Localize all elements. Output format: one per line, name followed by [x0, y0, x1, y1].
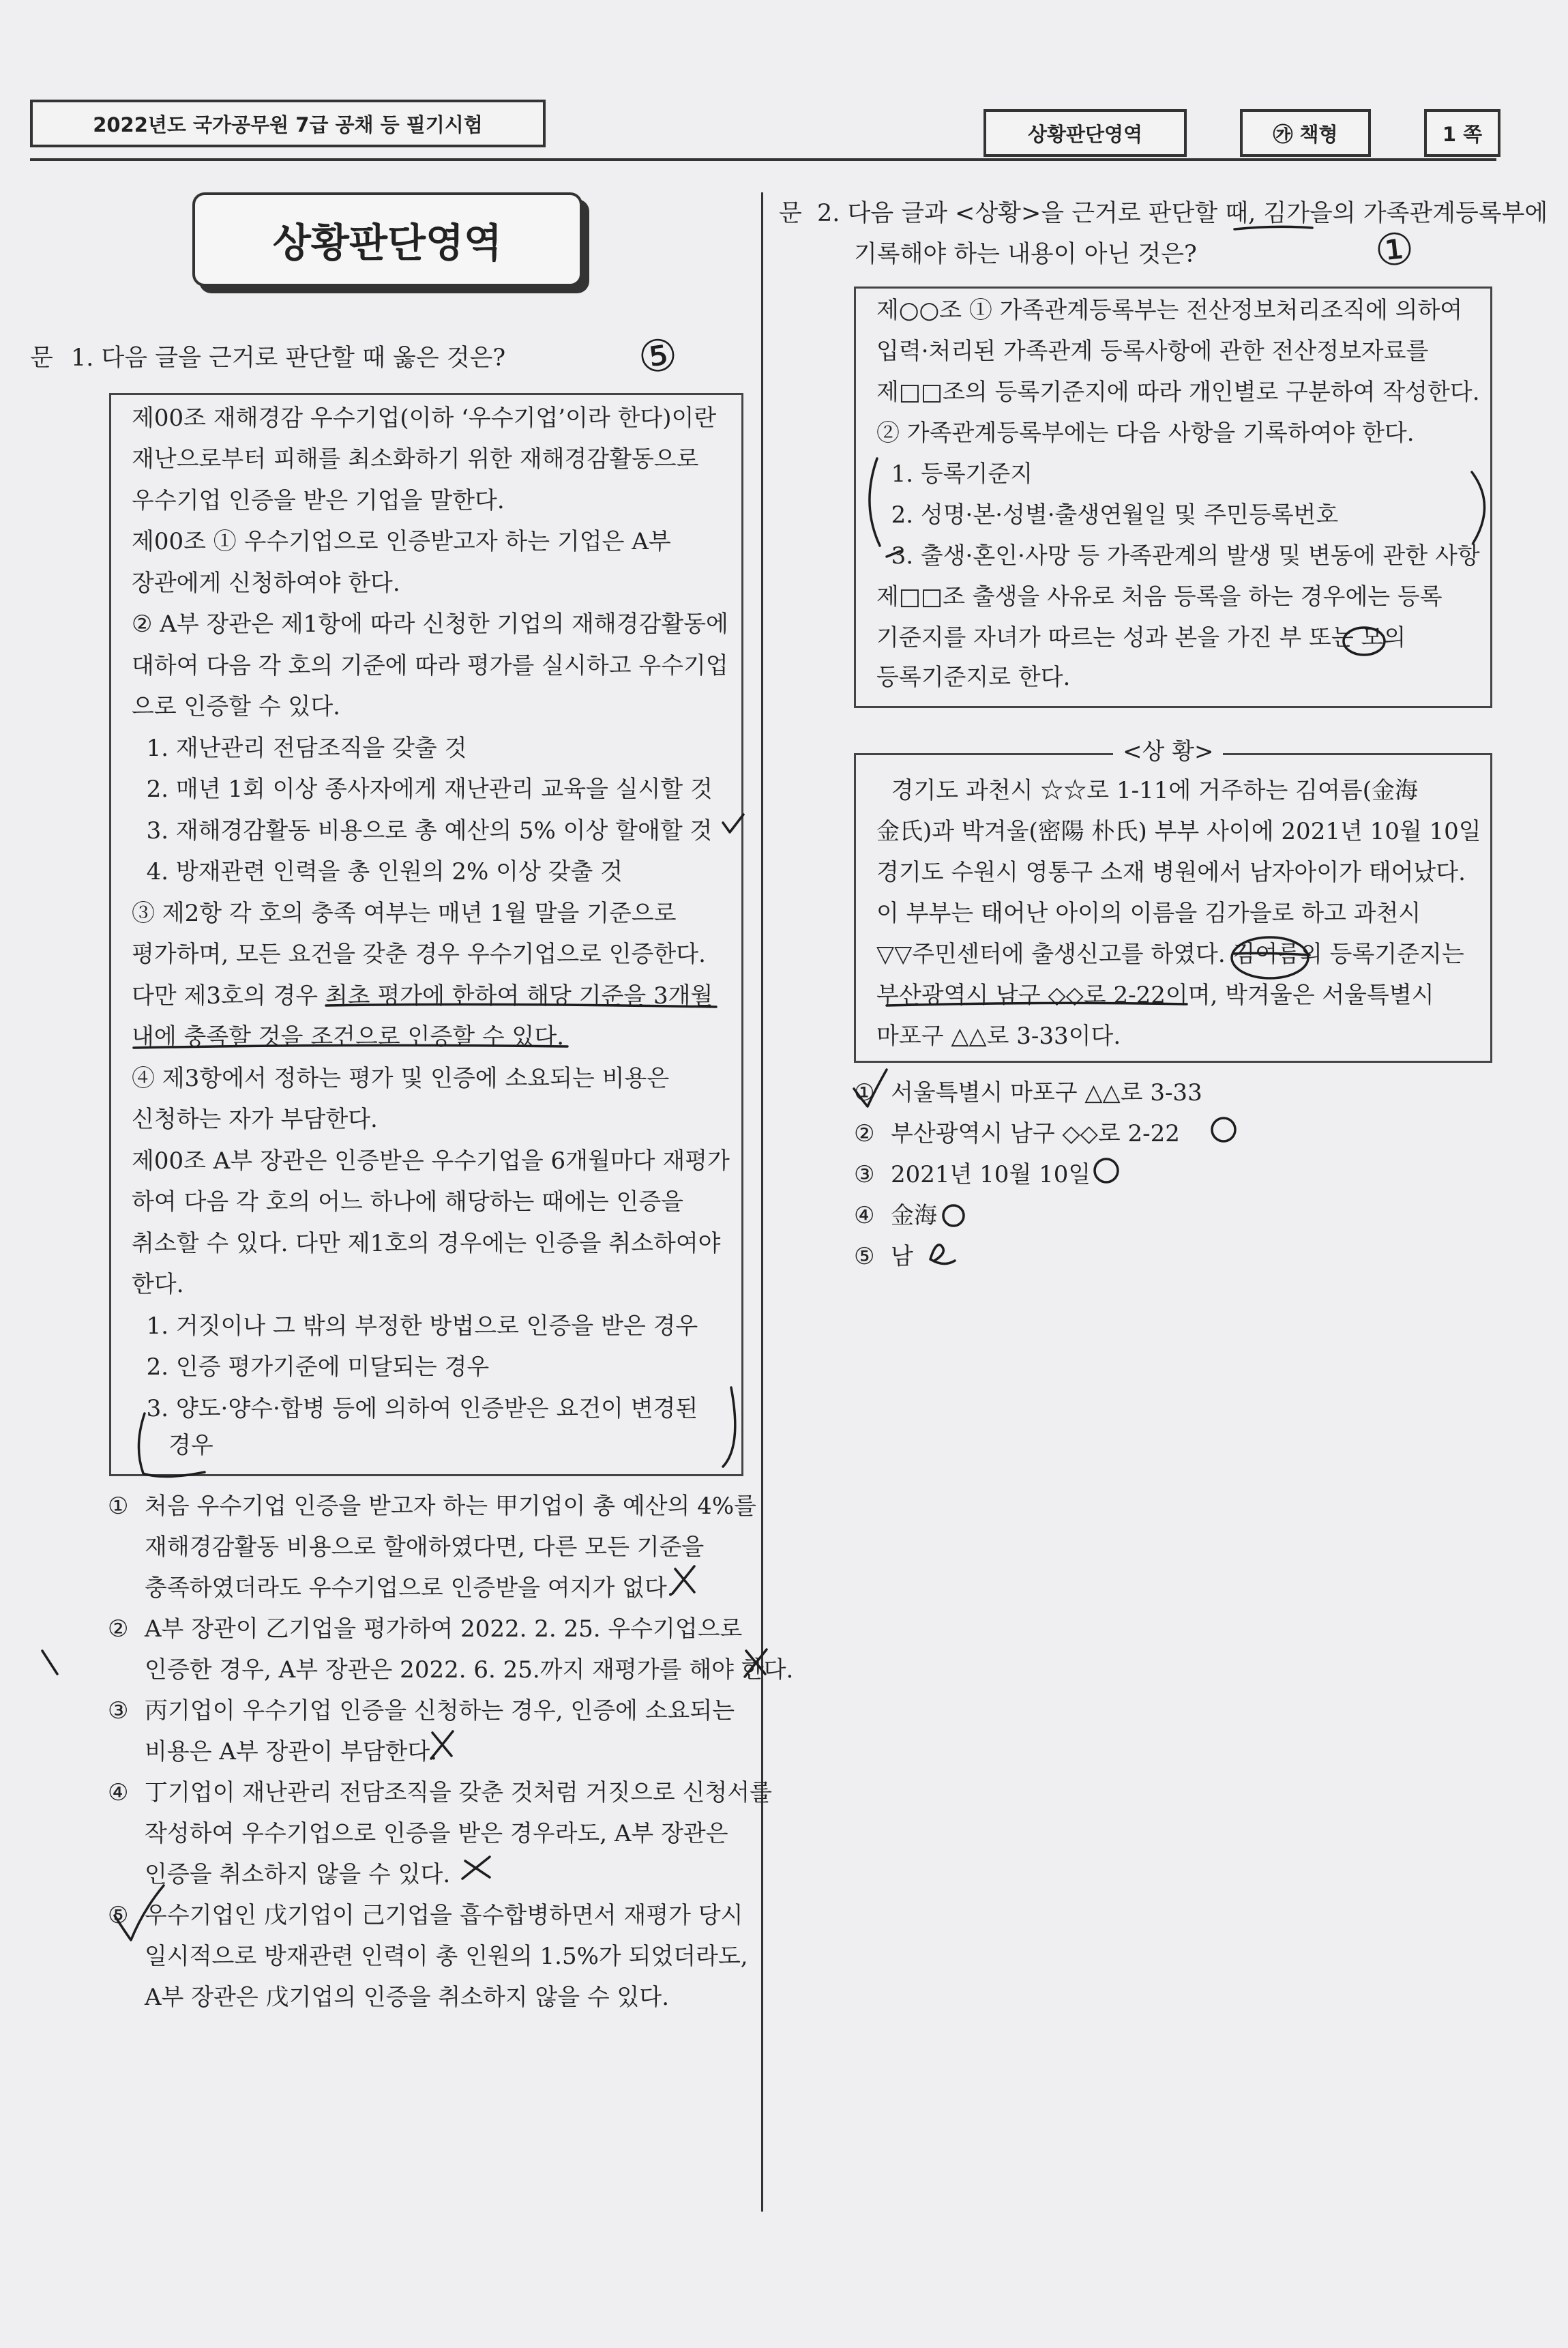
option-number: ③ — [108, 1697, 129, 1725]
q1-line: 취소할 수 있다. 다만 제1호의 경우에는 인증을 취소하여야 — [132, 1230, 721, 1257]
q1-line: 제00조 재해경감 우수기업(이하 ‘우수기업’이라 한다)이란 — [132, 405, 717, 432]
q2-handwritten-answer: ① — [1372, 223, 1417, 278]
option-text: 처음 우수기업 인증을 받고자 하는 甲기업이 총 예산의 4%를 — [145, 1493, 756, 1520]
q1-line: 평가하며, 모든 요건을 갖춘 경우 우수기업으로 인증한다. — [132, 941, 706, 968]
option-text: 서울특별시 마포구 △△로 3-33 — [891, 1079, 1202, 1106]
q1-passage-box — [109, 393, 743, 1476]
q1-line: 3. 재해경감활동 비용으로 총 예산의 5% 이상 할애할 것 — [132, 817, 713, 845]
section-title-box — [192, 192, 582, 287]
q1-line: 하여 다음 각 호의 어느 하나에 해당하는 때에는 인증을 — [132, 1188, 684, 1216]
q1-line: 재난으로부터 피해를 최소화하기 위한 재해경감활동으로 — [132, 445, 699, 473]
q1-line: 우수기업 인증을 받은 기업을 말한다. — [132, 487, 505, 514]
option-number: ⑤ — [854, 1243, 875, 1270]
q1-handwritten-answer: ⑤ — [635, 329, 681, 385]
option-text: 재해경감활동 비용으로 할애하였다면, 다른 모든 기준을 — [145, 1533, 705, 1561]
q1-line: 내에 충족할 것을 조건으로 인증할 수 있다. — [132, 1023, 564, 1051]
q1-line: ③ 제2항 각 호의 충족 여부는 매년 1월 말을 기준으로 — [132, 900, 677, 927]
q1-line: 대하여 다음 각 호의 기준에 따라 평가를 실시하고 우수기업 — [132, 652, 728, 679]
page-number: 1 쪽 — [1442, 122, 1483, 146]
q1-line: 신청하는 자가 부담한다. — [132, 1106, 378, 1133]
option-number: ① — [854, 1079, 875, 1106]
q2-line: 등록기준지로 한다. — [876, 664, 1071, 691]
q2-situation-line: 경기도 과천시 ☆☆로 1-11에 거주하는 김여름(金海 — [876, 777, 1418, 804]
q1-line: 장관에게 신청하여야 한다. — [132, 570, 400, 597]
q1-prefix: 문 — [30, 344, 53, 372]
q1-line: 다만 제3호의 경우 최초 평가에 한하여 해당 기준을 3개월 — [132, 982, 713, 1010]
column-divider — [761, 192, 763, 2212]
option-text: A부 장관이 乙기업을 평가하여 2022. 2. 25. 우수기업으로 — [145, 1615, 743, 1643]
option-text: 인증을 취소하지 않을 수 있다. — [145, 1861, 451, 1888]
section-label-box — [983, 109, 1187, 157]
q2-situation-line: ▽▽주민센터에 출생신고를 하였다. 김여름의 등록기준지는 — [876, 941, 1464, 968]
section-title: 상황판단영역 — [272, 220, 503, 266]
option-text: 일시적으로 방재관련 인력이 총 인원의 1.5%가 되었더라도, — [145, 1943, 748, 1970]
booklet-type: ㉮ 책형 — [1273, 122, 1338, 146]
q2-situation-line: 경기도 수원시 영통구 소재 병원에서 남자아이가 태어났다. — [876, 859, 1466, 886]
booklet-type-box — [1240, 109, 1371, 157]
q2-stem-line-1: 2. 다음 글과 <상황>을 근거로 판단할 때, 김가을의 가족관계등록부에 — [817, 200, 1548, 227]
q2-situation-box — [854, 753, 1492, 1063]
q2-situation-line: 부산광역시 남구 ◇◇로 2-22이며, 박겨울은 서울특별시 — [876, 982, 1434, 1009]
option-text: 2021년 10월 10일 — [891, 1161, 1091, 1188]
q2-situation-label: <상 황> — [1113, 735, 1223, 768]
option-number: ③ — [854, 1161, 875, 1188]
option-text: 金海 — [891, 1202, 937, 1229]
q2-line: 제○○조 ① 가족관계등록부는 전산정보처리조직에 의하여 — [876, 297, 1463, 324]
q1-line: 2. 매년 1회 이상 종사자에게 재난관리 교육을 실시할 것 — [132, 776, 713, 803]
q2-prefix: 문 — [779, 200, 802, 227]
q2-line: 2. 성명·본·성별·출생연월일 및 주민등록번호 — [876, 501, 1339, 529]
option-number: ④ — [108, 1779, 129, 1806]
q2-line: 기준지를 자녀가 따르는 성과 본을 가진 부 또는 모의 — [876, 624, 1406, 651]
q1-line: 2. 인증 평가기준에 미달되는 경우 — [132, 1353, 490, 1381]
option-text: 인증한 경우, A부 장관은 2022. 6. 25.까지 재평가를 해야 한다. — [145, 1656, 794, 1684]
q2-line: 1. 등록기준지 — [876, 460, 1033, 488]
option-text: 부산광역시 남구 ◇◇로 2-22 — [891, 1120, 1180, 1147]
exam-title: 2022년도 국가공무원 7급 공채 등 필기시험 — [93, 113, 483, 136]
option-text: 남 — [891, 1243, 913, 1270]
q1-line: 1. 거짓이나 그 밖의 부정한 방법으로 인증을 받은 경우 — [132, 1312, 698, 1340]
option-number: ⑤ — [108, 1902, 129, 1929]
q2-line: 제□□조 출생을 사유로 처음 등록을 하는 경우에는 등록 — [876, 583, 1443, 611]
q2-line: 3. 출생·혼인·사망 등 가족관계의 발생 및 변동에 관한 사항 — [876, 542, 1480, 570]
option-number: ② — [108, 1615, 129, 1643]
q1-stem: 1. 다음 글을 근거로 판단할 때 옳은 것은? — [71, 344, 506, 372]
option-text: 우수기업인 戊기업이 己기업을 흡수합병하면서 재평가 당시 — [145, 1902, 743, 1929]
q2-situation-line: 이 부부는 태어난 아이의 이름을 김가을로 하고 과천시 — [876, 900, 1421, 927]
option-text: A부 장관은 戊기업의 인증을 취소하지 않을 수 있다. — [145, 1984, 670, 2011]
q1-line: 경우 — [132, 1432, 213, 1459]
q1-line: ④ 제3항에서 정하는 평가 및 인증에 소요되는 비용은 — [132, 1065, 670, 1092]
page-number-box — [1424, 109, 1500, 157]
q1-line: 으로 인증할 수 있다. — [132, 693, 340, 720]
q1-line: 1. 재난관리 전담조직을 갖출 것 — [132, 735, 467, 762]
q1-line: 3. 양도·양수·합병 등에 의하여 인증받은 요건이 변경된 — [132, 1395, 698, 1422]
option-text: 충족하였더라도 우수기업으로 인증받을 여지가 없다. — [145, 1574, 675, 1602]
q1-line: 제00조 ① 우수기업으로 인증받고자 하는 기업은 A부 — [132, 528, 671, 555]
q2-situation-line: 金氏)과 박겨울(密陽 朴氏) 부부 사이에 2021년 10월 10일 — [876, 818, 1481, 845]
q2-line: ② 가족관계등록부에는 다음 사항을 기록하여야 한다. — [876, 420, 1415, 447]
option-number: ② — [854, 1120, 875, 1147]
q2-line: 입력·처리된 가족관계 등록사항에 관한 전산정보자료를 — [876, 338, 1429, 365]
q2-line: 제□□조의 등록기준지에 따라 개인별로 구분하여 작성한다. — [876, 379, 1480, 406]
option-number: ④ — [854, 1202, 875, 1229]
exam-title-box — [30, 100, 546, 147]
q2-passage-box — [854, 287, 1492, 708]
q2-stem-line-2: 기록해야 하는 내용이 아닌 것은? — [854, 241, 1197, 268]
q1-line: 한다. — [132, 1271, 184, 1298]
option-text: 작성하여 우수기업으로 인증을 받은 경우라도, A부 장관은 — [145, 1820, 728, 1847]
option-text: 丙기업이 우수기업 인증을 신청하는 경우, 인증에 소요되는 — [145, 1697, 735, 1725]
header-rule — [30, 158, 1496, 161]
option-text: 비용은 A부 장관이 부담한다. — [145, 1738, 438, 1765]
option-text: 丁기업이 재난관리 전담조직을 갖춘 것처럼 거짓으로 신청서를 — [145, 1779, 772, 1806]
q1-line: 4. 방재관련 인력을 총 인원의 2% 이상 갖출 것 — [132, 858, 623, 885]
section-label: 상황판단영역 — [1027, 122, 1143, 146]
q1-line: 제00조 A부 장관은 인증받은 우수기업을 6개월마다 재평가 — [132, 1147, 730, 1175]
option-number: ① — [108, 1493, 129, 1520]
q1-line: ② A부 장관은 제1항에 따라 신청한 기업의 재해경감활동에 — [132, 611, 728, 638]
q2-situation-line: 마포구 △△로 3-33이다. — [876, 1023, 1121, 1050]
